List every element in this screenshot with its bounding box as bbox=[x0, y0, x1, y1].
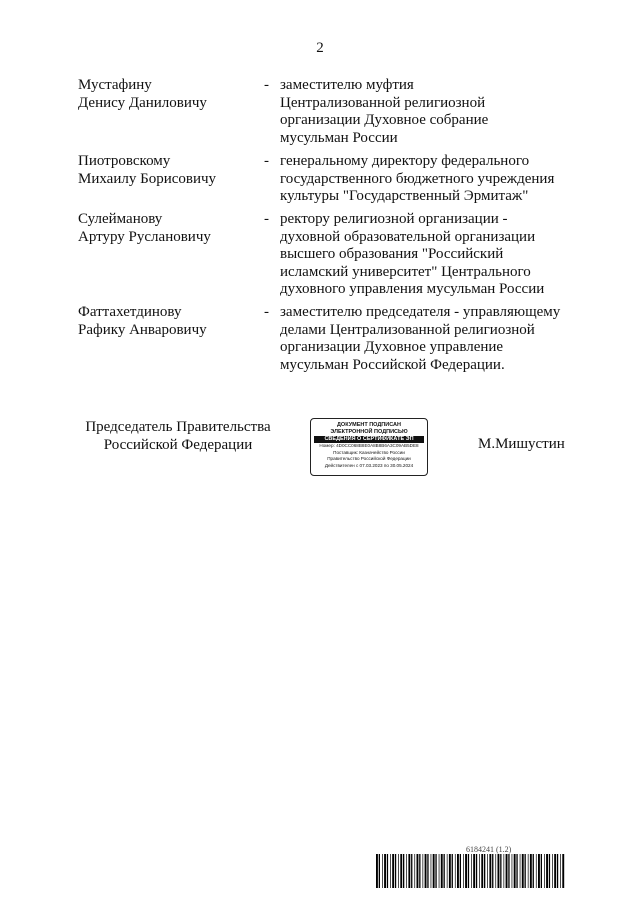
stamp-certificate-issuer: Поставщик: Казначейство России bbox=[333, 449, 405, 455]
signatory-title: Председатель Правительства Российской Федерации bbox=[85, 419, 271, 453]
dash: - bbox=[264, 304, 269, 320]
stamp-title: ДОКУМЕНТ ПОДПИСАН ЭЛЕКТРОННОЙ ПОДПИСЬЮ bbox=[330, 422, 408, 435]
stamp-certificate-header: СВЕДЕНИЯ О СЕРТИФИКАТЕ ЭП bbox=[314, 436, 424, 443]
electronic-signature-stamp bbox=[310, 418, 428, 476]
stamp-certificate-number: Номер: 4D0CC068B8E0A8B8B6A3C09AB5DE8 bbox=[319, 443, 419, 448]
dash: - bbox=[264, 153, 269, 169]
recipient-position: ректору религиозной организации - духовной образовательной организации высшего образования "Российский исламский университет" Центрального духовного управления мусульман России bbox=[280, 211, 545, 297]
recipient-position: генеральному директору федерального государственного бюджетного учреждения культуры "Государственный Эрмитаж" bbox=[280, 153, 555, 204]
recipient-name: Мустафину Денису Даниловичу bbox=[78, 77, 207, 111]
dash: - bbox=[264, 211, 269, 227]
stamp-certificate-owner: Правительство Российской Федерации bbox=[327, 456, 411, 461]
recipient-position: заместителю муфтия Централизованной религиозной организации Духовное собрание мусульман России bbox=[280, 77, 489, 146]
stamp-certificate-validity: Действителен с 07.03.2023 по 30.05.2024 bbox=[324, 462, 414, 468]
barcode bbox=[376, 854, 566, 888]
recipient-position: заместителю председателя - управляющему делами Централизованной религиозной организации Духовное управление мусульман Российской Федерации. bbox=[280, 304, 561, 373]
recipient-name: Сулейманову Артуру Руслановичу bbox=[78, 211, 211, 245]
signatory-name: М.Мишустин bbox=[478, 436, 565, 452]
document-code: 6184241 (1.2) bbox=[466, 845, 512, 854]
dash: - bbox=[264, 77, 269, 93]
recipient-name: Фаттахетдинову Рафику Анваровичу bbox=[78, 304, 207, 338]
page-number: 2 bbox=[316, 40, 324, 56]
recipient-name: Пиотровскому Михаилу Борисовичу bbox=[78, 153, 217, 187]
